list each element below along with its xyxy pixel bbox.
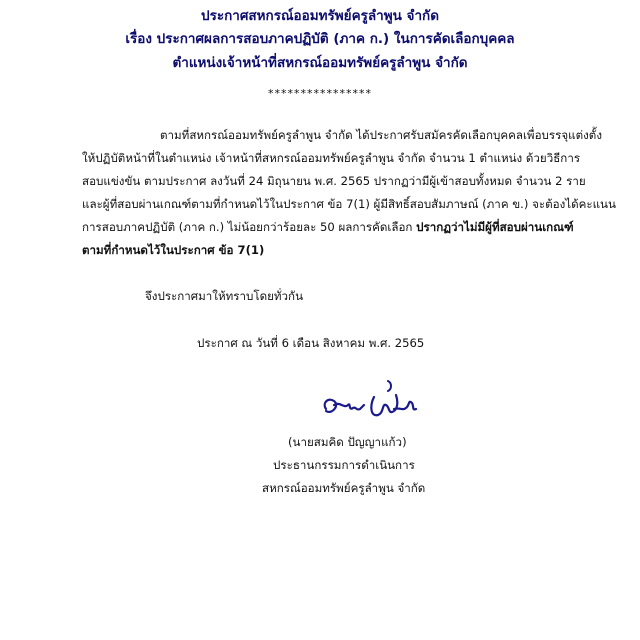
separator: ****************	[268, 87, 372, 100]
body-line-1: ตามที่สหกรณ์ออมทรัพย์ครูลำพูน จำกัด ได้ประกาศรับสมัครคัดเลือกบุคคลเพื่อบรรจุแต่งตั้ง	[160, 128, 602, 142]
closing-statement: จึงประกาศมาให้ทราบโดยทั่วกัน	[145, 289, 303, 303]
handwritten-signature	[318, 375, 428, 427]
signatory-organization: สหกรณ์ออมทรัพย์ครูลำพูน จำกัด	[262, 481, 426, 495]
body-line-5-text: การสอบภาคปฏิบัติ (ภาค ก.) ไม่น้อยกว่าร้อยละ 50 ผลการคัดเลือก	[82, 220, 413, 234]
announcement-date: ประกาศ ณ วันที่ 6 เดือน สิงหาคม พ.ศ. 2565	[197, 336, 425, 350]
announcement-title: ประกาศสหกรณ์ออมทรัพย์ครูลำพูน จำกัด	[201, 8, 439, 24]
announcement-subject: เรื่อง ประกาศผลการสอบภาคปฏิบัติ (ภาค ก.) ในการคัดเลือกบุคคล	[125, 31, 515, 47]
announcement-position: ตำแหน่งเจ้าหน้าที่สหกรณ์ออมทรัพย์ครูลำพูน จำกัด	[172, 55, 468, 71]
body-line-4: และผู้ที่สอบผ่านเกณฑ์ตามที่กำหนดไว้ในประกาศ ข้อ 7(1) ผู้มีสิทธิ์สอบสัมภาษณ์ (ภาค ข.) จะต้องได้คะแนน	[82, 197, 616, 211]
signatory-position: ประธานกรรมการดำเนินการ	[273, 458, 415, 472]
body-line-2: ให้ปฏิบัติหน้าที่ในตำแหน่ง เจ้าหน้าที่สหกรณ์ออมทรัพย์ครูลำพูน จำกัด จำนวน 1 ตำแหน่ง ด้วยวิธีการ	[82, 151, 581, 165]
body-line-5	[82, 222, 574, 234]
result-bold-text: ปรากฏว่าไม่มีผู้ที่สอบผ่านเกณฑ์	[416, 220, 574, 234]
result-bold-continuation: ตามที่กำหนดไว้ในประกาศ ข้อ 7(1)	[82, 243, 265, 257]
body-line-3: สอบแข่งขัน ตามประกาศ ลงวันที่ 24 มิถุนายน พ.ศ. 2565 ปรากฏว่ามีผู้เข้าสอบทั้งหมด จำนวน 2 ราย	[82, 174, 586, 188]
signatory-name: (นายสมคิด ปัญญาแก้ว)	[288, 435, 407, 449]
